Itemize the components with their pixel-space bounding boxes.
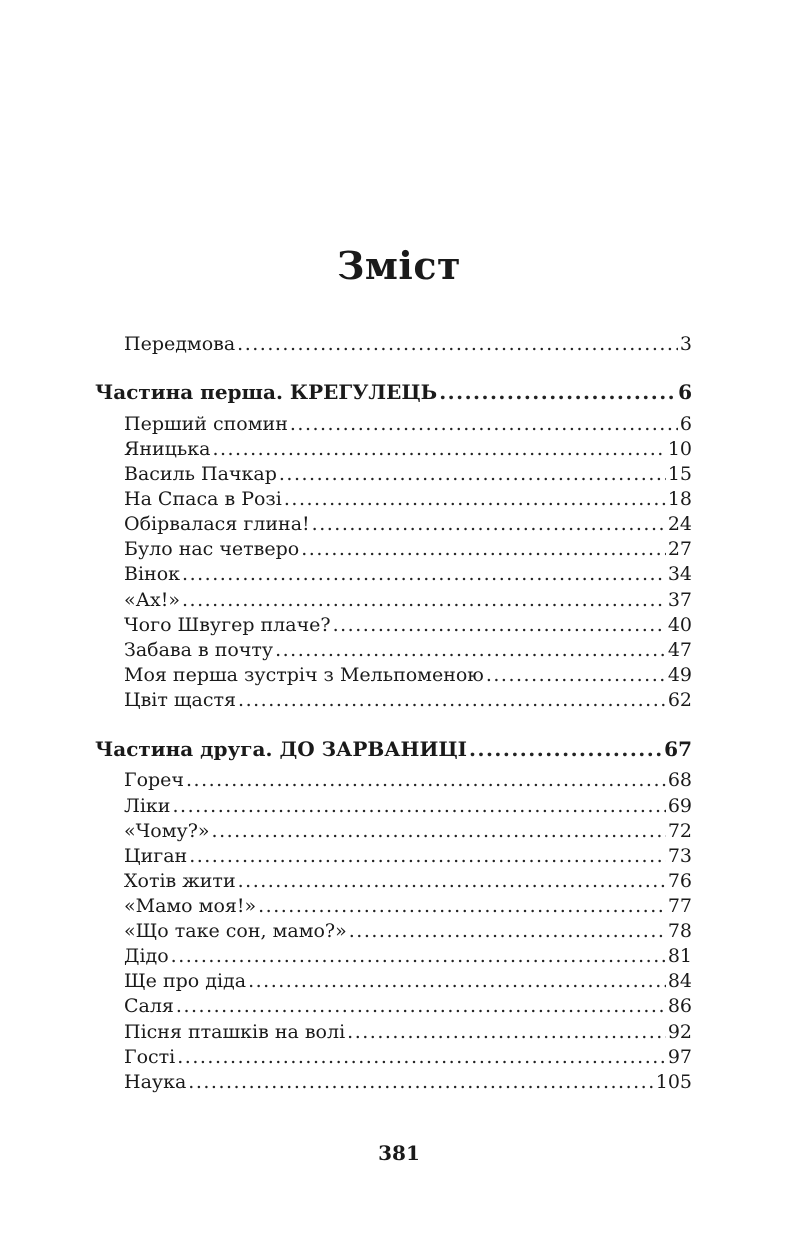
toc-entry-page: 105	[655, 1071, 692, 1093]
toc-entry-label: Ще про діда	[124, 970, 247, 992]
toc-entry-page: 47	[667, 639, 692, 661]
dot-leader	[186, 767, 666, 793]
dot-leader	[275, 637, 666, 663]
toc-entry-label: Передмова	[124, 333, 236, 355]
toc-entry[interactable]	[124, 536, 692, 562]
toc-entry-label: Моя перша зустріч з Мельпоменою	[124, 664, 484, 686]
toc-entry-page: 40	[667, 614, 692, 636]
dot-leader	[189, 843, 666, 869]
dot-leader	[258, 893, 666, 919]
toc-entry-page: 77	[667, 895, 692, 917]
toc-entry[interactable]	[124, 662, 692, 688]
page-number: 381	[378, 1141, 420, 1165]
toc-entry[interactable]	[124, 968, 692, 994]
dot-leader	[469, 736, 662, 762]
toc-entry-page: 73	[667, 845, 692, 867]
toc-entry-page: 97	[667, 1046, 692, 1068]
toc-section-label: Частина друга. ДО ЗАРВАНИЦІ	[95, 737, 468, 761]
dot-leader	[238, 687, 666, 713]
toc-entry-label: Василь Пачкар	[124, 463, 277, 485]
toc-entry[interactable]	[124, 843, 692, 869]
toc-entry[interactable]	[124, 918, 692, 944]
toc-section-part-1[interactable]	[95, 379, 692, 405]
toc-entry[interactable]	[124, 511, 692, 537]
toc-entry-page: 15	[667, 463, 692, 485]
toc-entry-label: «Ах!»	[124, 589, 180, 611]
toc-entry-label: Гореч	[124, 769, 184, 791]
toc-entry-page: 78	[667, 920, 692, 942]
toc-entry[interactable]	[124, 993, 692, 1019]
toc-entry-page: 3	[679, 333, 692, 355]
toc-entry[interactable]	[124, 461, 692, 487]
toc-entry-page: 69	[667, 795, 692, 817]
toc-entry-label: Пісня пташків на волі	[124, 1021, 346, 1043]
dot-leader	[248, 968, 666, 994]
toc-entry-label: Перший спомин	[124, 413, 288, 435]
toc-section-page: 6	[678, 380, 692, 404]
toc-entry-page: 76	[667, 870, 692, 892]
dot-leader	[212, 436, 665, 462]
toc-entry-page: 92	[667, 1021, 692, 1043]
toc-entry-page: 84	[667, 970, 692, 992]
toc-entry-page: 34	[667, 563, 692, 585]
toc-entry-label: Дідо	[124, 945, 169, 967]
toc-entry[interactable]	[124, 561, 692, 587]
dot-leader	[284, 486, 666, 512]
dot-leader	[188, 1069, 653, 1095]
toc-entry-page: 68	[667, 769, 692, 791]
toc-entry-page: 72	[667, 820, 692, 842]
toc-entry-label: Хотів жити	[124, 870, 236, 892]
toc-section-label: Частина перша. КРЕГУЛЕЦЬ	[95, 380, 438, 404]
toc-entry-page: 86	[667, 995, 692, 1017]
dot-leader	[347, 1019, 666, 1045]
toc-entry-label: Наука	[124, 1071, 187, 1093]
toc-entry-label: «Мамо моя!»	[124, 895, 257, 917]
toc-entry-label: Саля	[124, 995, 174, 1017]
toc-entry-page: 24	[667, 513, 692, 535]
dot-leader	[172, 793, 665, 819]
dot-leader	[486, 662, 666, 688]
toc-entry-page: 18	[667, 488, 692, 510]
toc-entry-page: 62	[667, 689, 692, 711]
dot-leader	[171, 943, 666, 969]
toc-entry-label: Забава в почту	[124, 639, 274, 661]
dot-leader	[349, 918, 666, 944]
toc-entry-label: «Чому?»	[124, 820, 210, 842]
toc-entry-label: На Спаса в Розі	[124, 488, 282, 510]
toc-entry[interactable]	[124, 687, 692, 713]
toc-entry-page: 37	[667, 589, 692, 611]
toc-section-page: 67	[664, 737, 692, 761]
dot-leader	[212, 818, 666, 844]
toc-entry[interactable]	[124, 486, 692, 512]
toc-entry-label: Гості	[124, 1046, 176, 1068]
dot-leader	[177, 1044, 666, 1070]
dot-leader	[301, 536, 666, 562]
toc-entry-label: Вінок	[124, 563, 181, 585]
toc-entry[interactable]	[124, 436, 692, 462]
toc-entry[interactable]	[124, 868, 692, 894]
dot-leader	[290, 411, 678, 437]
toc-entry-label: Цвіт щастя	[124, 689, 237, 711]
dot-leader	[439, 379, 676, 405]
toc-entry[interactable]	[124, 943, 692, 969]
dot-leader	[182, 561, 666, 587]
dot-leader	[333, 612, 666, 638]
toc-entry-page: 6	[679, 413, 692, 435]
dot-leader	[237, 331, 678, 357]
toc-entry[interactable]	[124, 587, 692, 613]
dot-leader	[176, 993, 666, 1019]
toc-entry[interactable]	[124, 793, 692, 819]
dot-leader	[238, 868, 666, 894]
dot-leader	[312, 511, 666, 537]
page-title: Зміст	[336, 243, 462, 289]
dot-leader	[279, 461, 666, 487]
toc-entry-page: 27	[667, 538, 692, 560]
toc-entry-label: Циган	[124, 845, 188, 867]
toc-entry-label: Чого Швугер плаче?	[124, 614, 331, 636]
dot-leader	[182, 587, 666, 613]
toc-entry[interactable]	[124, 1044, 692, 1070]
toc-entry[interactable]	[124, 893, 692, 919]
toc-entry[interactable]	[124, 818, 692, 844]
toc-entry-label: Обірвалася глина!	[124, 513, 310, 535]
toc-entry[interactable]	[124, 1069, 692, 1095]
toc-entry-label: Ліки	[124, 795, 171, 817]
toc-entry-page: 81	[667, 945, 692, 967]
toc-entry-page: 10	[667, 438, 692, 460]
toc-entry[interactable]	[124, 637, 692, 663]
toc-entry-label: Було нас четверо	[124, 538, 300, 560]
toc-section-part-2[interactable]	[95, 736, 692, 762]
toc-entry[interactable]	[124, 1019, 692, 1045]
toc-entry[interactable]	[124, 612, 692, 638]
toc-entry-label: «Що таке сон, мамо?»	[124, 920, 347, 942]
toc-entry[interactable]	[124, 411, 692, 437]
toc-entry[interactable]	[124, 767, 692, 793]
toc-entry-preface[interactable]	[124, 331, 692, 357]
toc-entry-label: Яницька	[124, 438, 211, 460]
toc-entry-page: 49	[667, 664, 692, 686]
